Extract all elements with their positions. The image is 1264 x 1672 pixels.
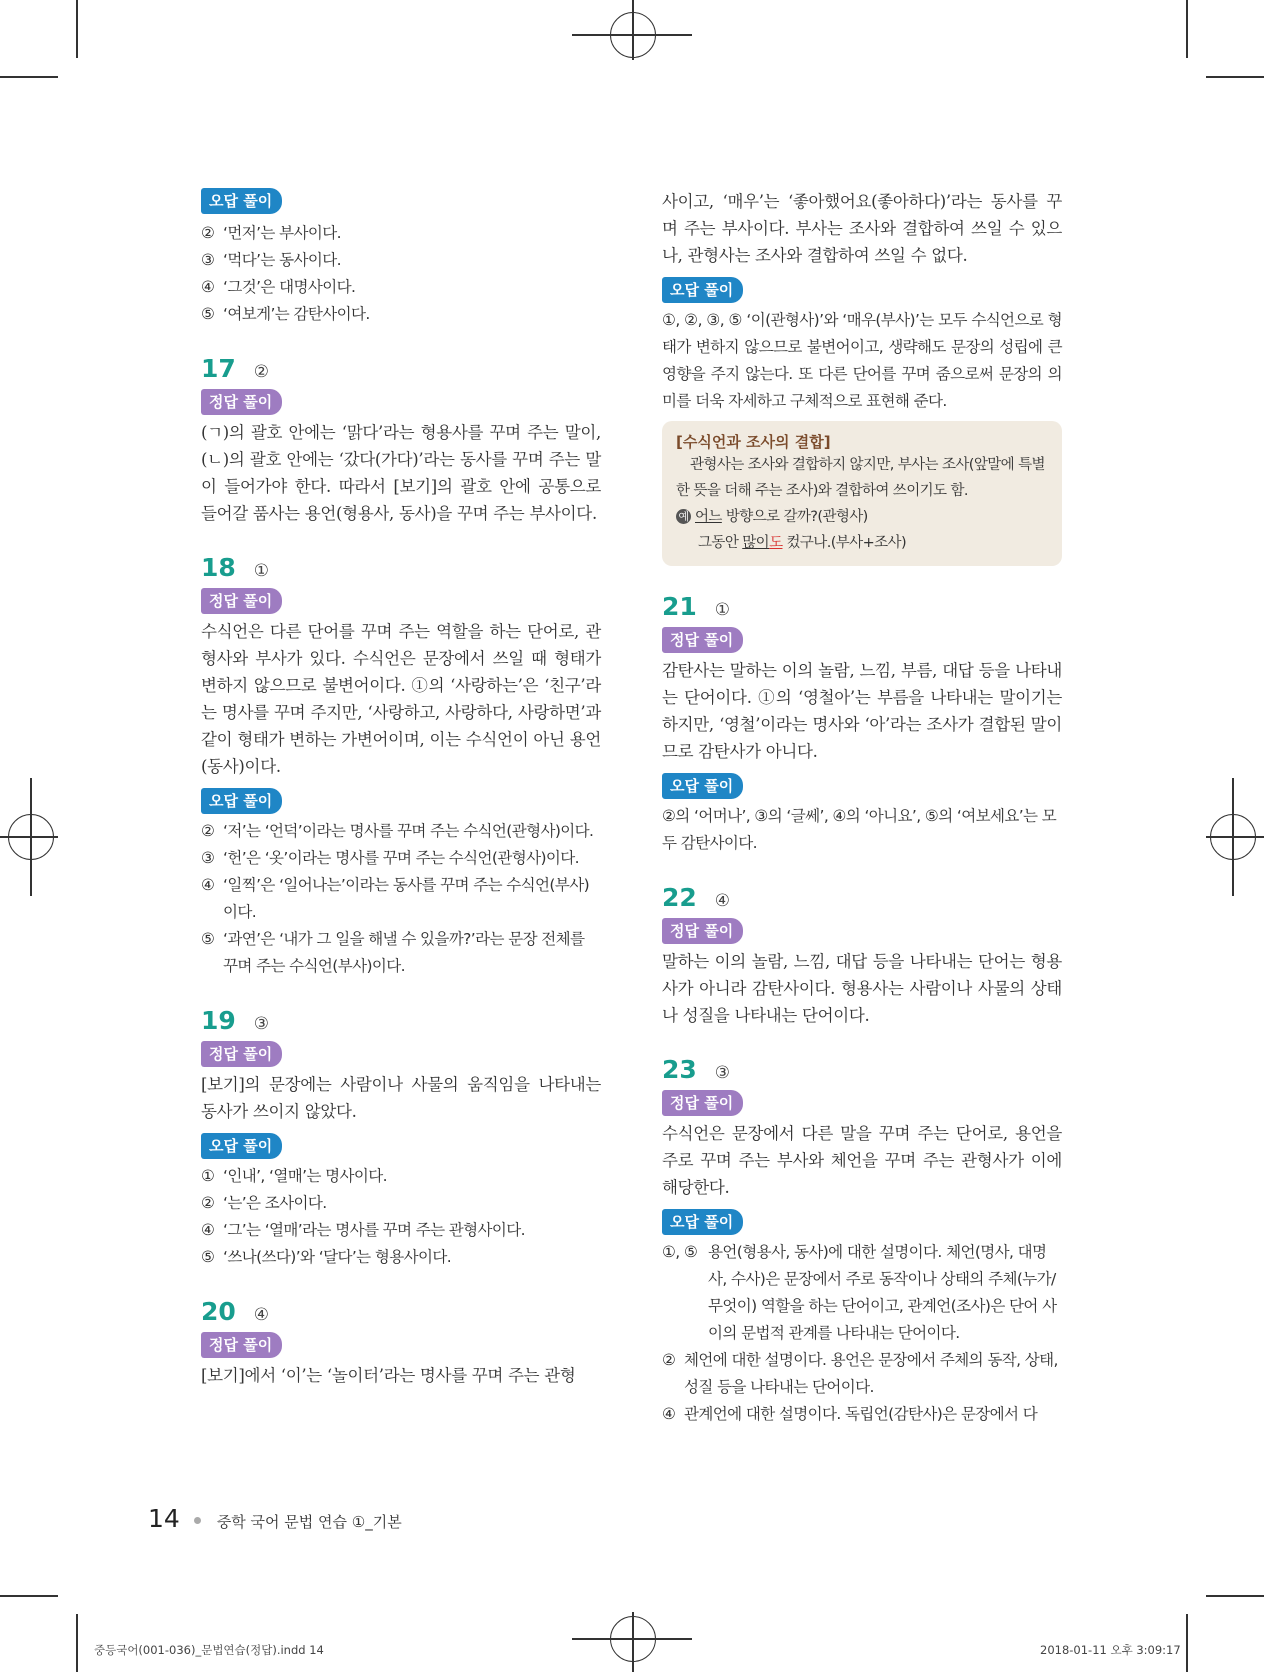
question-answer: ③ <box>714 1063 731 1083</box>
crop-mark <box>1206 76 1264 78</box>
explanation-text: (ㄱ)의 괄호 안에는 ‘맑다’라는 형용사를 꾸며 주는 말이, (ㄴ)의 괄호 안에는 ‘갔다(가다)’라는 동사를 꾸며 주는 말이 들어가야 한다. 따라서 [보기]의 괄호 안에 공통으로 들어갈 품사는 용언(형용사, 동사)을 꾸며 주는 부사이다. <box>201 423 601 523</box>
list-item: ①, ⑤ 용언(형용사, 동사)에 대한 설명이다. 체언(명사, 대명사, 수사)은 문장에서 주로 동작이나 상태의 주체(누가/무엇이) 역할을 하는 단어이고, 관계언(조사)은 단어 사이의 문법적 관계를 나타내는 단어이다. <box>662 1243 1057 1342</box>
tip-box <box>662 421 1062 566</box>
example-icon: 예 <box>676 509 691 524</box>
question-19 <box>201 1006 601 1271</box>
registration-mark <box>30 778 32 896</box>
correct-answer-badge: 정답 풀이 <box>662 627 743 653</box>
list-item: ② ‘는’은 조사이다. <box>201 1194 327 1212</box>
wrong-answer-list <box>201 220 601 328</box>
question-answer: ④ <box>714 891 731 911</box>
wrong-answer-list <box>662 1239 1062 1428</box>
question-answer: ① <box>253 561 270 581</box>
crop-mark <box>1186 0 1188 58</box>
crop-mark <box>1206 1595 1264 1597</box>
correct-answer-badge: 정답 풀이 <box>201 1332 282 1358</box>
registration-mark <box>632 1612 634 1672</box>
correct-answer-badge: 정답 풀이 <box>201 588 282 614</box>
explanation-text: [보기]에서 ‘이’는 ‘놀이터’라는 명사를 꾸며 주는 관형 <box>201 1366 576 1385</box>
list-item: ④ ‘일찍’은 ‘일어나는’이라는 동사를 꾸며 주는 수식언(부사)이다. <box>201 876 590 921</box>
question-number: 21 <box>662 592 697 621</box>
explanation-text: 감탄사는 말하는 이의 놀람, 느낌, 부름, 대답 등을 나타내는 단어이다. ①의 ‘영철아’는 부름을 나타내는 말이기는 하지만, ‘영철’이라는 명사와 ‘아’라는 조사가 결합된 말이므로 감탄사가 아니다. <box>662 661 1062 761</box>
question-number: 17 <box>201 354 236 383</box>
wrong-answer-text: ②의 ‘어머나’, ③의 ‘글쎄’, ④의 ‘아니요’, ⑤의 ‘여보세요’는 모두 감탄사이다. <box>662 807 1057 852</box>
tip-box-text: 관형사는 조사와 결합하지 않지만, 부사는 조사(앞말에 특별한 뜻을 더해 주는 조사)와 결합하여 쓰이기도 함. <box>676 457 1045 499</box>
correct-answer-badge: 정답 풀이 <box>662 1090 743 1116</box>
wrong-answer-list <box>201 1163 601 1271</box>
question-21 <box>662 592 1062 857</box>
question-22 <box>662 883 1062 1029</box>
list-item: ④ 관계언에 대한 설명이다. 독립언(감탄사)은 문장에서 다 <box>662 1405 1038 1423</box>
continued-text: 사이고, ‘매우’는 ‘좋아했어요(좋아하다)’라는 동사를 꾸며 주는 부사이다. 부사는 조사와 결합하여 쓰일 수 있으나, 관형사는 조사와 결합하여 쓰일 수 없다. <box>662 192 1062 265</box>
wrong-answer-badge: 오답 풀이 <box>662 277 743 303</box>
list-item: ③ ‘먹다’는 동사이다. <box>201 251 341 269</box>
slug-file-info: 중등국어(001-036)_문법연습(정답).indd 14 <box>94 1643 324 1657</box>
list-item: ② 체언에 대한 설명이다. 용언은 문장에서 주체의 동작, 상태, 성질 등을 나타내는 단어이다. <box>662 1351 1058 1396</box>
question-answer: ④ <box>253 1305 270 1325</box>
correct-answer-badge: 정답 풀이 <box>201 389 282 415</box>
list-item: ③ ‘헌’은 ‘옷’이라는 명사를 꾸며 주는 수식언(관형사)이다. <box>201 849 579 867</box>
question-number: 23 <box>662 1055 697 1084</box>
question-number: 22 <box>662 883 697 912</box>
correct-answer-badge: 정답 풀이 <box>662 918 743 944</box>
bullet-dot <box>194 1517 201 1524</box>
left-column <box>201 188 601 1389</box>
question-answer: ② <box>253 362 270 382</box>
registration-mark <box>0 836 58 838</box>
question-17 <box>201 354 601 527</box>
right-column <box>662 188 1062 1428</box>
list-item: ② ‘먼저’는 부사이다. <box>201 224 341 242</box>
wrong-answer-badge: 오답 풀이 <box>662 1209 743 1235</box>
explanation-text: 수식언은 다른 단어를 꾸며 주는 역할을 하는 단어로, 관형사와 부사가 있다. 수식언은 문장에서 쓰일 때 형태가 변하지 않으므로 불변어이다. ①의 ‘사랑하는’은 ‘친구’라는 명사를 꾸며 주지만, ‘사랑하고, 사랑하다, 사랑하면’과 같이 형태가 변하는 가변어이며, 이는 수식언이 아닌 용언(동사)이다. <box>201 622 601 776</box>
tip-box-example: 그동안 많이도 컸구나.(부사+조사) <box>698 535 907 551</box>
wrong-answer-text: ①, ②, ③, ⑤ ‘이(관형사)’와 ‘매우(부사)’는 모두 수식언으로 형태가 변하지 않으므로 불변어이고, 생략해도 문장의 성립에 큰 영향을 주지 않는다. 또 다른 단어를 꾸며 줌으로써 문장의 의미를 더욱 자세하고 구체적으로 표현해 준다. <box>662 311 1062 410</box>
question-answer: ① <box>714 600 731 620</box>
page-number: 14 <box>148 1504 180 1533</box>
registration-mark <box>632 0 634 60</box>
correct-answer-badge: 정답 풀이 <box>201 1041 282 1067</box>
list-item: ⑤ ‘과연’은 ‘내가 그 일을 해낼 수 있을까?’라는 문장 전체를 꾸며 주는 수식언(부사)이다. <box>201 930 585 975</box>
explanation-text: 말하는 이의 놀람, 느낌, 대답 등을 나타내는 단어는 형용사가 아니라 감탄사이다. 형용사는 사람이나 사물의 상태나 성질을 나타내는 단어이다. <box>662 952 1062 1025</box>
question-23 <box>662 1055 1062 1428</box>
question-number: 20 <box>201 1297 236 1326</box>
list-item: ④ ‘그것’은 대명사이다. <box>201 278 356 296</box>
wrong-answer-badge: 오답 풀이 <box>662 773 743 799</box>
list-item: ① ‘인내’, ‘열매’는 명사이다. <box>201 1167 387 1185</box>
list-item: ② ‘저’는 ‘언덕’이라는 명사를 꾸며 주는 수식언(관형사)이다. <box>201 822 594 840</box>
crop-mark <box>0 76 58 78</box>
registration-mark <box>1232 778 1234 896</box>
wrong-answer-badge: 오답 풀이 <box>201 188 282 214</box>
question-20 <box>201 1297 601 1389</box>
explanation-text: [보기]의 문장에는 사람이나 사물의 움직임을 나타내는 동사가 쓰이지 않았다. <box>201 1075 601 1121</box>
wrong-answer-list <box>201 818 601 980</box>
slug-timestamp: 2018-01-11 오후 3:09:17 <box>1040 1643 1181 1657</box>
list-item: ⑤ ‘쓰나(쓰다)’와 ‘달다’는 형용사이다. <box>201 1248 452 1266</box>
question-number: 18 <box>201 553 236 582</box>
page-footer <box>148 1504 402 1533</box>
question-answer: ③ <box>253 1014 270 1034</box>
crop-mark <box>0 1595 58 1597</box>
question-18 <box>201 553 601 980</box>
tip-box-example: 예 어느 방향으로 갈까?(관형사) <box>676 504 1048 530</box>
crop-mark <box>1186 1614 1188 1672</box>
crop-mark <box>76 1614 78 1672</box>
wrong-answer-badge: 오답 풀이 <box>201 788 282 814</box>
book-title: 중학 국어 문법 연습 ①_기본 <box>216 1513 402 1531</box>
question-number: 19 <box>201 1006 236 1035</box>
explanation-text: 수식언은 문장에서 다른 말을 꾸며 주는 단어로, 용언을 주로 꾸며 주는 부사와 체언을 꾸며 주는 관형사가 이에 해당한다. <box>662 1124 1062 1197</box>
list-item: ④ ‘그’는 ‘열매’라는 명사를 꾸며 주는 관형사이다. <box>201 1221 525 1239</box>
wrong-answer-badge: 오답 풀이 <box>201 1133 282 1159</box>
tip-box-title: [수식언과 조사의 결합] <box>676 433 831 451</box>
crop-mark <box>76 0 78 58</box>
list-item: ⑤ ‘여보게’는 감탄사이다. <box>201 305 370 323</box>
registration-mark <box>1206 836 1264 838</box>
